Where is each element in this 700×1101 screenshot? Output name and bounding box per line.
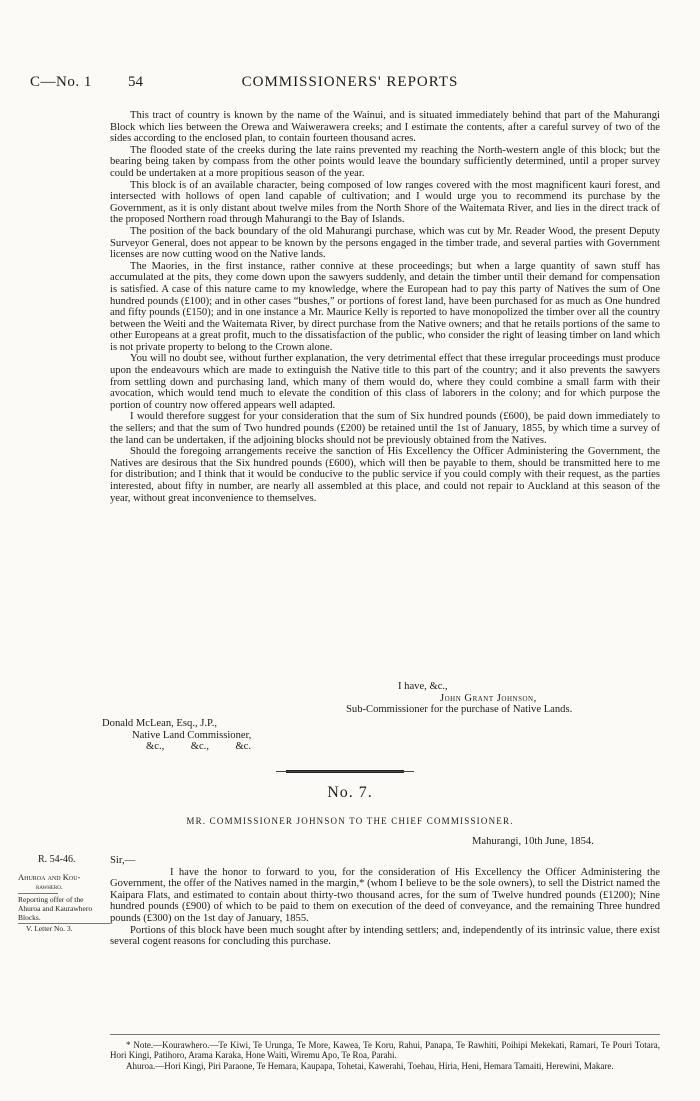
dateline: Mahurangi, 10th June, 1854. [472,836,594,847]
letter-body [110,110,660,504]
margin-note-line: Blocks. [18,913,41,922]
margin-title: Ahuroa and Kou- [18,872,81,882]
paragraph: I have the honor to forward to you, for the consideration of His Excellency the Officer Administering the Government, the offer of the Natives named in the margin,* (whom I believe to be the sole owners), to sell the District named the Kaipara Flats, and estimated to contain about thirty-two thousand acres, for the sum of Twelve hundred pounds (£1200); Nine hundred pounds (£900) of which to be paid to them on execution of the deed of conveyance, and the remaining Three hundred pounds (£300) on the 1st day of January, 1855. [110,866,660,924]
paragraph: The flooded state of the creeks during the late rains prevented my reaching the North-western angle of this block; but the bearing being taken by compass from the other points would leave the boundary sufficiently determined, until a proper survey could be undertaken at a more propitious season of the year. [110,144,660,179]
addressee [102,718,251,753]
margin-title: rawhero. [36,882,63,891]
addressee-line: Native Land Commissioner, [132,729,252,741]
signature-name: John Grant Johnson, [440,692,537,704]
paragraph: This block is of an available character, being composed of low ranges covered with the most magnificent kauri forest, and intersected with hollows of open land capable of cultivation; and I would urge you to recommend its purchase by the Government, as it is only distant about twelve miles from the North Shore of the Waitemata River, and lies in the direct track of the proposed Northern road through Mahurangi to the Bay of Islands. [110,179,660,226]
margin-note-line: Reporting offer of the [18,895,84,904]
margin-reference: R. 54-46. [38,854,76,865]
signature-block [110,681,660,716]
page-title: COMMISSIONERS' REPORTS [241,74,459,90]
margin-divider [18,893,58,894]
footnote-divider [110,1034,660,1035]
signature-title: Sub-Commissioner for the purchase of Native Lands. [346,704,573,716]
letter-body-2 [110,855,660,948]
paragraph: The position of the back boundary of the old Mahurangi purchase, which was cut by Mr. Reader Wood, the present Deputy Surveyor General, does not appear to be known by the persons engaged in the timber trade, and several parties with Government licenses are now cutting wood on the Native lands. [110,225,660,261]
paragraph: You will no doubt see, without further explanation, the very detrimental effect that these irregular proceedings must produce upon the endeavours which are made to extinguish the Native title to this part of the country; and it also prevents the sawyers from settling down and purchasing land, which many of them would do, where they could combine a small farm with their avocation, which would tend much to elevate the condition of this class of laborers in the colony; and for which purpose the portion of country now offered appears well adapted. [110,353,660,411]
margin-note-line: Ahuroa and Kaurawhero [18,904,93,913]
paragraph: The Maories, in the first instance, rather connive at these proceedings; but when a large quantity of sawn stuff has accumulated at the pits, they come down upon the sawyers suddenly, and detain the timber until their demand for compensation is satisfied. A case of this nature came to my knowledge, where the European had to pay this party of Natives the sum of One hundred pounds (£100); and in other cases “bushes,” or portions of forest land, have been purchased for as much as One hundred and fifty pounds (£150); and in one instance a Mr. Maurice Kelly is reported to have monopolized the timber over all the country between the Weiti and the Waitemata River, by direct purchase from the Native owners; and that he retails portions of the same to other Europeans at a great profit, much to the dissatisfaction of the public, who consider the right of leasing timber on land which is not private property to belong to the Crown alone. [110,260,660,353]
footnote [110,1040,660,1071]
footnote-line: Ahuroa.—Hori Kingi, Piri Paraone, Te Hemara, Kaupapa, Tohetai, Kawerahi, Toehau, Hiria, Heni, Hemara Tamaiti, Herewini, Makare. [126,1060,614,1071]
paragraph: Portions of this block have been much sought after by intending settlers; and, independently of its intrinsic value, there exist several cogent reasons for concluding this purchase. [110,924,660,948]
closing: I have, &c., [398,681,448,692]
series-label: C—No. 1 [30,74,92,90]
salutation: Sir,— [110,855,136,866]
addressee-line: &c., &c., &c. [146,741,252,753]
footnote-line: * Note.—Kourawhero.—Te Kiwi, Te Urunga, Te More, Kawea, Te Koru, Rahui, Panapa, Te Rawhiti, Poihipi Mekekati, Ramari, Te Pouri Totara, Hori Kingi, Patihoro, Arama Karaka, Hone Waiti, Wiremu Apo, Te Roa, Parahi. [110,1040,660,1061]
addressee-line: Donald McLean, Esq., J.P., [102,718,218,729]
document-number: No. 7. [327,784,373,801]
letter-heading: MR. COMMISSIONER JOHNSON TO THE CHIEF COMMISSIONER. [186,816,514,826]
paragraph: Should the foregoing arrangements receive the sanction of His Excellency the Officer Administering the Government, the Natives are desirous that the Six hundred pounds (£600), which will then be payable to them, should be transmitted here to me for distribution; and I think that it would be conducive to the public service if you could comply with their request, as the parties interested, about fifty in number, are nearly all assembled at this place, and could not repair to Auckland at this season of the year, without great inconvenience to themselves. [110,446,660,504]
paragraph: I would therefore suggest for your consideration that the sum of Six hundred pounds (£600), be paid down immediately to the sellers; and that the sum of Two hundred pounds (£200) be retained until the 1st of January, 1855, by which time a survey of the land can be undertaken, if the adjoining blocks should not be previously obtained from the Natives. [110,411,660,446]
paragraph: This tract of country is known by the name of the Wainui, and is situated immediately behind that part of the Mahurangi Block which lies between the Orewa and Waiwerawera creeks; and I estimate the contents, after a careful survey of two of the sides according to the enclosed plan, to contain fourteen thousand acres. [110,110,660,145]
page-header [30,74,670,94]
section-divider [286,770,404,773]
page-number: 54 [128,74,143,90]
margin-see-letter: V. Letter No. 3. [26,924,73,933]
